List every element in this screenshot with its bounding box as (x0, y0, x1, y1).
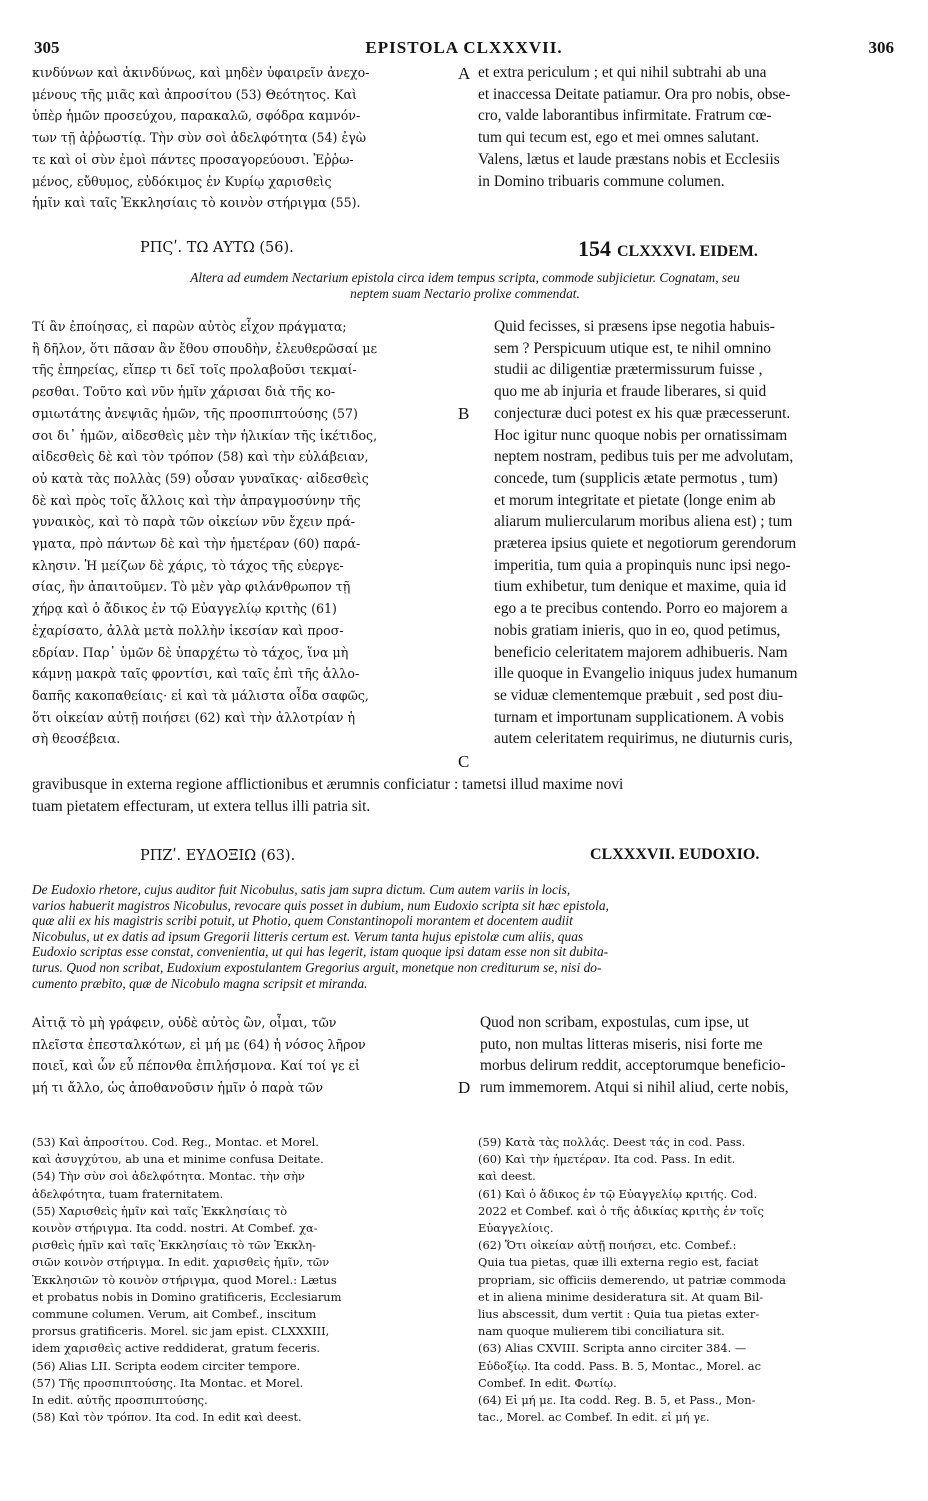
margin-marker-d: D (458, 1078, 471, 1097)
letter-187-latin-text: Quod non scribam, expostulas, cum ipse, ut puto, non multas litteras miseris, nisi forte me morbus delirum reddit, acceptorumque beneficio- rum immemorem. Atqui si nihil aliud, certe nobis, (480, 1014, 789, 1097)
running-header (34, 38, 894, 60)
page-number-left: 305 (34, 38, 60, 57)
footnotes-left: (53) Καὶ ἀπροσίτου. Cod. Reg., Montac. et Morel. καὶ ἀσυγχύτου, ab una et minime confusa Deitate. (54) Τὴν σὺν σοὶ ἀδελφότητα. Montac. τὴν σὴν ἀδελφότητα, tuam fraternitatem. (55) Χαρισθεὶς ἡμῖν καὶ ταῖς Ἐκκλησίαις τὸ κοινὸν στήριγμα. Ita codd. nostri. At Combef. χα- ρισθεὶς ἡμῖν καὶ ταῖς Ἐκκλησίαις τὸ τῶν Ἐκκλη- σιῶν κοινὸν στήριγμα. In edit. χαρισθεὶς ἡμῖν, τῶν Ἐκκλησιῶν τὸ κοινὸν στήριγμα, quod Morel.: Lætus et probatus nobis in Domino gratificeris, Ecclesiarum commune columen. Verum, ait Combef., inscitum prorsus gratificeris. Morel. sic jam epist. CLXXXIII, idem χαρισθεὶς active reddiderat, gratum feceris. (56) Alias LII. Scripta eodem circiter tempore. (57) Τῆς προσπιπτούσης. Ita Montac. et Morel. In edit. αὐτῆς προσπιπτούσης. (58) Καὶ τὸν τρόπον. Ita cod. In edit καὶ deest. (32, 1135, 342, 1425)
latin-title-text: CLXXXVI. EIDEM. (617, 243, 758, 260)
page-number-right: 306 (868, 38, 894, 57)
footnotes-right: (59) Κατὰ τὰς πολλάς. Deest τάς in cod. Pass. (60) Καὶ τὴν ἡμετέραν. Ita cod. Pass. In edit. καὶ deest. (61) Καὶ ὁ ἄδικος ἐν τῷ Εὐαγγελίῳ κριτής. Cod. 2022 et Combef. καὶ ὁ τῆς ἀδικίας κριτὴς ἐν τοῖς Εὐαγγελίοις. (62) Ὅτι οἰκείαν αὐτῇ ποιήσει, etc. Combef.: Quia tua pietas, quæ illi externa regio est, faciat propriam, sic officiis demerendo, ut patriæ commoda et in aliena minime desideratura sit. At quam Bil- lius abscessit, dum vertit : Quia tua pietas exter- nam quoque mulierem tibi conciliatura sit. (63) Alias CXVIII. Scripta anno circiter 384. — Εὐδοξίῳ. Ita codd. Pass. B. 5, Montac., Morel. ac Combef. In edit. Φωτίῳ. (64) Εἰ μή με. Ita codd. Reg. B. 5, et Pass., Mon- tac., Morel. ac Combef. In edit. εἰ μή γε. (478, 1135, 786, 1425)
top-greek-column: κινδύνων καὶ ἀκινδύνως, καὶ μηδὲν ὑφαιρεῖν ἀνεχο- μένους τῆς μιᾶς καὶ ἀπροσίτου (53) Θεότητος. Καὶ ὑπὲρ ἡμῶν προσεύχου, παρακαλῶ, σφόδρα καμνόν- των τῇ ἀῤῥωστίᾳ. Τὴν σὺν σοὶ ἀδελφότητα (54) ἐγὼ τε καὶ οἱ σὺν ἐμοὶ πάντες προσαγορεύουσι. Ἐῤῥω- μένος, εὔθυμος, εὐδόκιμος ἐν Κυρίῳ χαρισθεὶς ἡμῖν καὶ ταῖς Ἐκκλησίαις τὸ κοινὸν στήριγμα (55). (32, 65, 370, 211)
letter-186-latin-full-width: gravibusque in externa regione afflictionibus et ærumnis conficiatur : tametsi illud maxime novi tuam pietatem effecturam, ut extera tellus illi patria sit. (32, 776, 624, 815)
letter-187-argument: De Eudoxio rhetore, cujus auditor fuit Nicobulus, satis jam supra dictum. Cum autem variis in locis, varios habuerit magistros Nicobulus, revocare quis posset in dubium, num Eudoxio scripta sit hæc epistola, quæ alii ex his magistris scribi potuit, ut Photio, quem Constantinopoli morantem et docentem audiit Nicobulus, ut ex datis ad ipsum Gregorii litteris certum est. Verum tanta hujus epistolæ cum aliis, quas Eudoxio scriptas esse constat, convenientia, ut qui has legerit, istam quoque ipsi datam esse non sit dubita- turus. Quod non scribat, Eudoxium expostulantem Gregorius arguit, monetque non crediturum se, nisi do- cumento præbito, quæ de Nicobulo magna scripsit et miranda. (32, 882, 609, 991)
top-latin-column: et extra periculum ; et qui nihil subtrahi ab una et inaccessa Deitate patiamur. Ora pro nobis, obse- cro, valde laborantibus infirmitate. Fratrum cœ- tum qui tecum est, ego et mei omnes salutant. Valens, lætus et laude præstans nobis et Ecclesiis in Domino tribuaris commune columen. (478, 64, 791, 190)
letter-186-argument: Altera ad eumdem Nectarium epistola circa idem tempus scripta, commode subjicietur. Cognatam, seu neptem suam Nectario prolixe commendat. (190, 270, 740, 301)
margin-marker-a: A (458, 64, 471, 83)
letter-186-greek-title: ΡΠϚʹ. ΤΩ ΑΥΤΩ (56). (140, 240, 294, 256)
letter-187-latin-title: CLXXXVII. EUDOXIO. (590, 846, 760, 863)
letter-186-latin-text: Quid fecisses, si præsens ipse negotia habuis- sem ? Perspicuum utique est, te nihil omnino studii ac diligentiæ prætermissurum fuisse , quo me ab injuria et fraude liberares, si quid conjecturæ duci potest ex his quæ præcesserunt. Hoc igitur nunc quoque nobis per ornatissimam neptem nostram, pedibus tuis per me advolutam, concede, tum (supplicis ætate permotus , tum) et morum integritate et pietate (longe enim ab aliarum muliercularum moribus aliena est) ; tum præterea ipsius quiete et negotiorum gerendorum imperitia, tum quia a propinquis nunc ipsi nego- tium exhibetur, tum denique et maxime, quia id ego a te precibus contendo. Porro eo majorem a nobis gratiam inieris, quo in eo, quod petimus, beneficio celeritatem majorem adhibueris. Nam ille quoque in Evangelio iniquus judex humanum se viduæ clementemque præbuit , sed post diu- turnam et importunam supplicationem. A vobis autem celeritatem requirimus, ne diuturnis curis, (494, 318, 798, 748)
letter-187-greek-text: Αἰτιᾷ τὸ μὴ γράφειν, οὐδὲ αὐτὸς ὢν, οἶμαι, τῶν πλεῖστα ἐπεσταλκότων, εἰ μή με (64) ἡ νόσος λῆρον ποιεῖ, καὶ ὧν εὖ πέπονθα ἐπιλήσμονα. Καί τοί γε εἰ μή τι ἄλλο, ὡς ἀποθανοῦσιν ἡμῖν ὁ παρὰ τῶν (32, 1015, 366, 1096)
running-title: EPISTOLA CLXXXVII. (365, 38, 563, 57)
margin-marker-b: B (458, 404, 470, 423)
letter-187-greek-title: ΡΠΖʹ. ΕΥΔΟΞΙΩ (63). (140, 848, 296, 864)
letter-186-latin-title (578, 236, 758, 262)
letter-186-greek-text: Τί ἂν ἐποίησας, εἰ παρὼν αὐτὸς εἶχον πράγματα; ἢ δῆλον, ὅτι πᾶσαν ἂν ἔθου σπουδὴν, ἐλευθερῶσαί με τῆς ἐπηρείας, εἴπερ τι δεῖ τοῖς προλαβοῦσι τεκμαί- ρεσθαι. Τοῦτο καὶ νῦν ἡμῖν χάρισαι διὰ τῆς κο- σμιωτάτης ἀνεψιᾶς ἡμῶν, τῆς προσπιπτούσης (57) σοι δι᾽ ἡμῶν, αἰδεσθεὶς μὲν τὴν ἡλικίαν τῆς ἱκέτιδος, αἰδεσθεὶς δὲ καὶ τὸν τρόπον (58) καὶ τὴν εὐλάβειαν, οὐ κατὰ τὰς πολλὰς (59) οὖσαν γυναῖκας· αἰδεσθεὶς δὲ καὶ πρὸς τοῖς ἄλλοις καὶ τὴν ἀπραγμοσύνην τῆς γυναικὸς, καὶ τὸ παρὰ τῶν οἰκείων νῦν ἔχειν πρά- γματα, πρὸ πάντων δὲ καὶ τὴν ἡμετέραν (60) παρά- κλησιν. Ἡ μείζων δὲ χάρις, τὸ τάχος τῆς εὐεργε- σίας, ἣν ἀπαιτοῦμεν. Τὸ μὲν γὰρ φιλάνθρωπον τῇ χήρᾳ καὶ ὁ ἄδικος ἐν τῷ Εὐαγγελίῳ κριτὴς (61) ἐχαρίσατο, ἀλλὰ μετὰ πολλὴν ἱκεσίαν καὶ προσ- εδρίαν. Παρ᾽ ὑμῶν δὲ ὑπαρχέτω τὸ τάχος, ἵνα μὴ κάμνῃ μακρὰ ταῖς φροντίσι, καὶ ταῖς ἐπὶ τῆς ἀλλο- δαπῆς κακοπαθείαις· εἰ καὶ τὰ μάλιστα οἶδα σαφῶς, ὅτι οἰκείαν αὐτῇ ποιήσει (62) καὶ τὴν ἀλλοτρίαν ἡ σὴ θεοσέβεια. (32, 319, 378, 747)
latin-letter-number: 154 (578, 236, 611, 261)
margin-marker-c: C (458, 752, 470, 771)
